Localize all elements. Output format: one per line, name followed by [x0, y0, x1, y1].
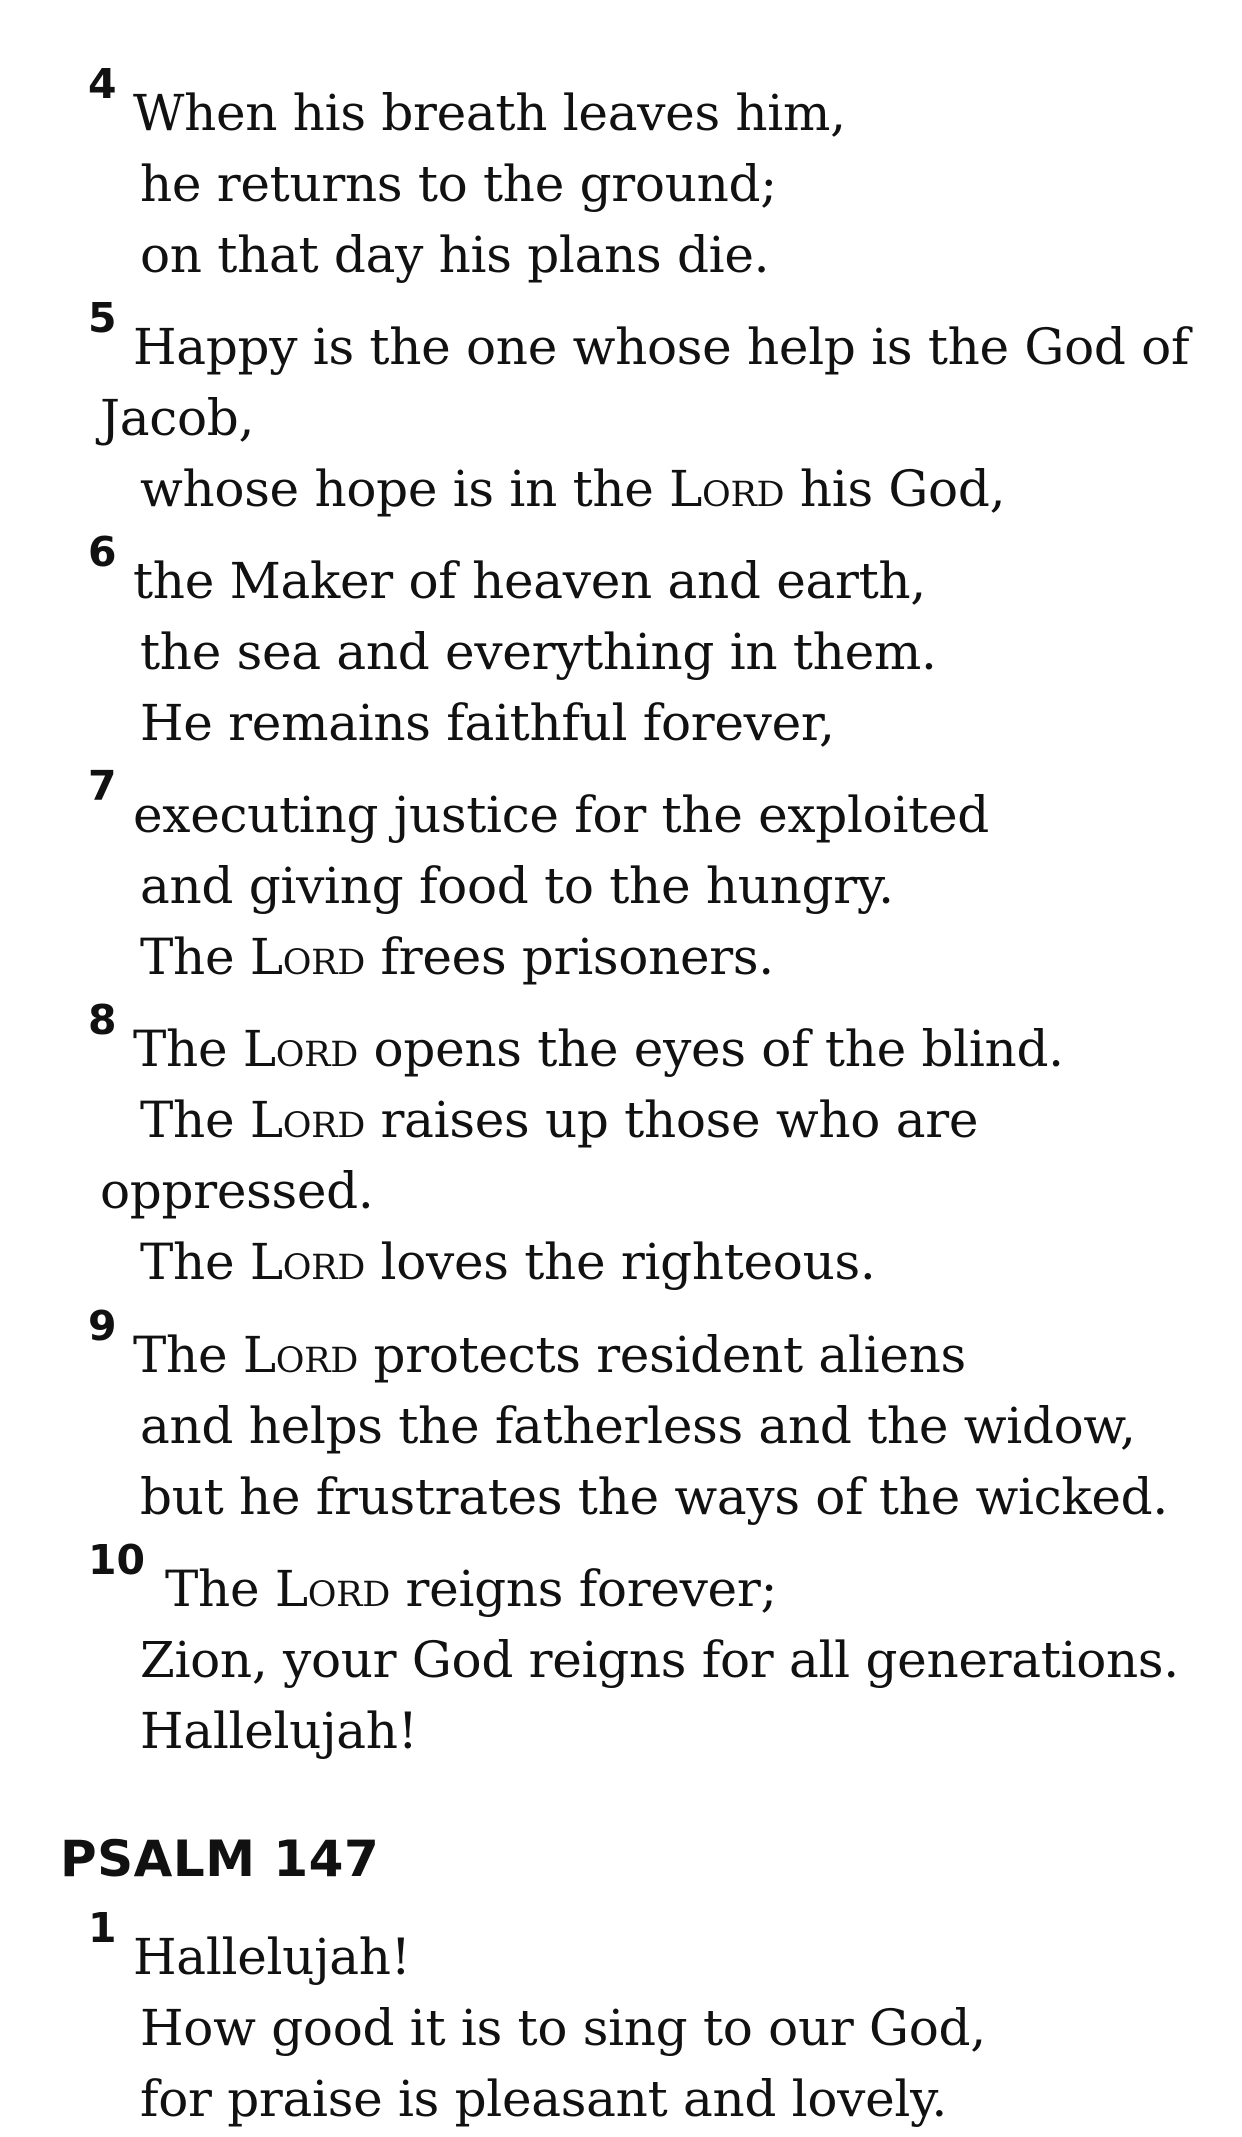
verse-number: 10 — [88, 1536, 146, 1584]
verse-line: The Lord loves the righteous. — [140, 1233, 876, 1291]
verse-line: Zion, your God reigns for all generations. — [140, 1631, 1179, 1689]
divine-name: Lord — [242, 1020, 358, 1078]
verse-line: the Maker of heaven and earth, — [133, 552, 926, 610]
divine-name: Lord — [274, 1560, 390, 1618]
verse-line: The Lord raises up those who are — [140, 1091, 979, 1149]
verse-line: and helps the fatherless and the widow, — [140, 1397, 1136, 1455]
verse-line: Hallelujah! — [133, 1928, 411, 1986]
verse-line: When his breath leaves him, — [133, 84, 846, 142]
verse-number: 8 — [88, 996, 117, 1044]
verse-line: The Lord frees prisoners. — [140, 928, 774, 986]
verse-line: executing justice for the exploited — [133, 786, 989, 844]
verse-line: and giving food to the hungry. — [140, 857, 894, 915]
verse-line: Hallelujah! — [140, 1702, 418, 1760]
chapter-heading: PSALM 147 — [60, 1830, 380, 1888]
verse-line: he returns to the ground; — [140, 155, 777, 213]
verse-line: The Lord opens the eyes of the blind. — [133, 1020, 1064, 1078]
verse-line: He remains faithful forever, — [140, 694, 835, 752]
divine-name: Lord — [249, 928, 365, 986]
verse-number: 6 — [88, 528, 117, 576]
verse-number: 9 — [88, 1302, 117, 1350]
verse-number: 1 — [88, 1904, 117, 1952]
verse-line: the sea and everything in them. — [140, 623, 937, 681]
verse-line: Jacob, — [100, 389, 255, 447]
verse-line: Happy is the one whose help is the God of — [133, 318, 1190, 376]
verse-line: on that day his plans die. — [140, 226, 770, 284]
verse-line: The Lord reigns forever; — [165, 1560, 777, 1618]
verse-line: whose hope is in the Lord his God, — [140, 460, 1006, 518]
divine-name: Lord — [242, 1326, 358, 1384]
verse-number: 4 — [88, 60, 117, 108]
verse-number: 5 — [88, 294, 117, 342]
verse-number: 7 — [88, 762, 117, 810]
verse-line: The Lord protects resident aliens — [133, 1326, 966, 1384]
verse-line: but he frustrates the ways of the wicked. — [140, 1468, 1168, 1526]
divine-name: Lord — [249, 1091, 365, 1149]
verse-line: oppressed. — [100, 1162, 374, 1220]
verse-line: How good it is to sing to our God, — [140, 1999, 986, 2057]
divine-name: Lord — [669, 460, 785, 518]
divine-name: Lord — [249, 1233, 365, 1291]
verse-line: for praise is pleasant and lovely. — [140, 2070, 947, 2128]
